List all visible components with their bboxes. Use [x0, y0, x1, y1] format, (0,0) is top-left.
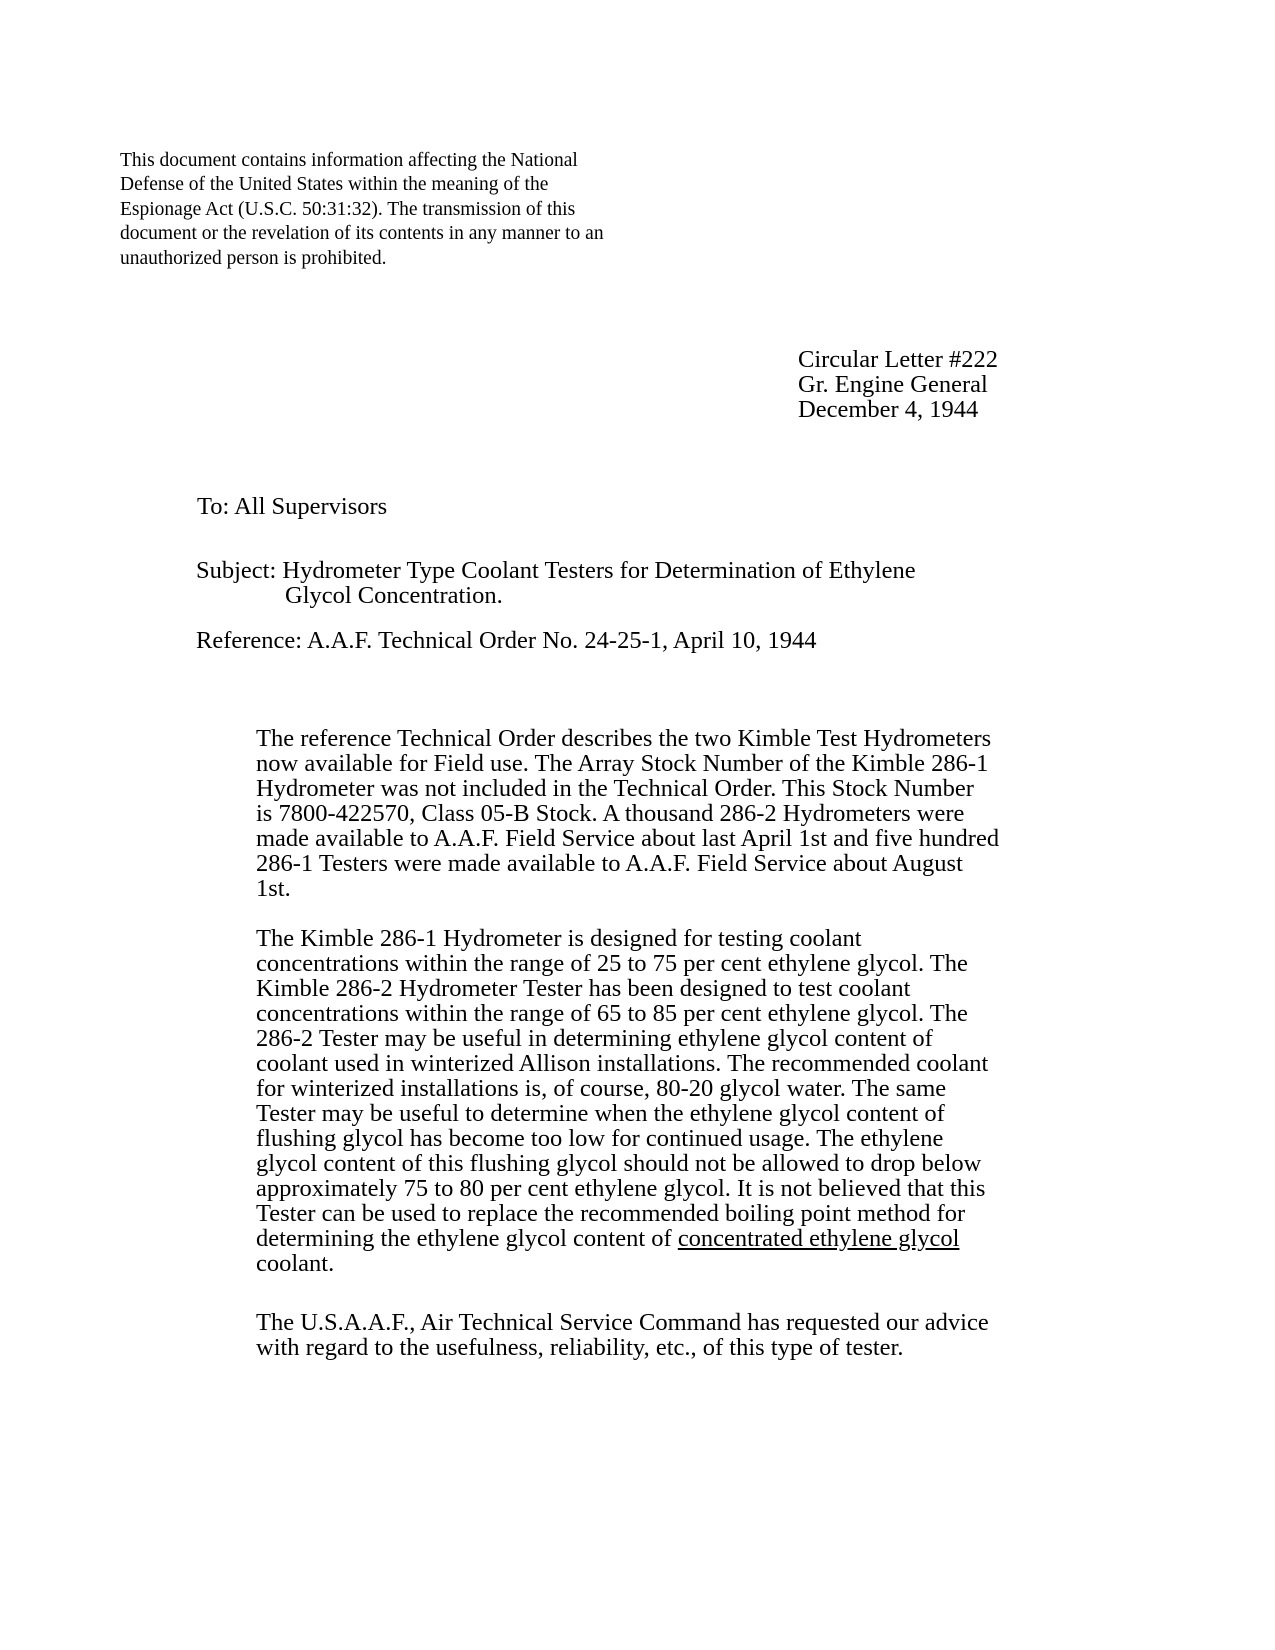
- notice-line: unauthorized person is prohibited.: [120, 247, 387, 269]
- body-line: now available for Field use. The Array Stock Number of the Kimble 286-1: [256, 750, 989, 777]
- subject-line: Subject: Hydrometer Type Coolant Testers for Determination of Ethylene: [196, 557, 916, 584]
- subject-block: [196, 558, 916, 608]
- group-name: Gr. Engine General: [798, 371, 988, 398]
- espionage-notice: [120, 149, 680, 271]
- body-line: concentrations within the range of 65 to 85 per cent ethylene glycol. The: [256, 1000, 968, 1027]
- body-line: Tester can be used to replace the recommended boiling point method for: [256, 1200, 966, 1227]
- notice-line: Espionage Act (U.S.C. 50:31:32). The transmission of this: [120, 198, 576, 220]
- body-line: 1st.: [256, 875, 291, 902]
- body-line: [256, 1226, 988, 1251]
- body-line: approximately 75 to 80 per cent ethylene glycol. It is not believed that this: [256, 1175, 986, 1202]
- body-line: with regard to the usefulness, reliability, etc., of this type of tester.: [256, 1334, 904, 1361]
- body-line: 286-2 Tester may be useful in determining ethylene glycol content of: [256, 1025, 933, 1052]
- body-line: The Kimble 286-1 Hydrometer is designed for testing coolant: [256, 925, 862, 952]
- notice-line: document or the revelation of its contents in any manner to an: [120, 223, 604, 245]
- notice-line: Defense of the United States within the meaning of the: [120, 174, 549, 196]
- body-line: 286-1 Testers were made available to A.A.F. Field Service about August: [256, 850, 963, 877]
- body-line: coolant used in winterized Allison installations. The recommended coolant: [256, 1050, 989, 1077]
- body-line: Hydrometer was not included in the Technical Order. This Stock Number: [256, 775, 974, 802]
- circular-number: Circular Letter #222: [798, 346, 999, 373]
- body-line-prefix: determining the ethylene glycol content of: [256, 1225, 678, 1252]
- subject-line: Glycol Concentration.: [285, 582, 503, 609]
- body-paragraph-1: [256, 726, 999, 901]
- recipient-line: To: All Supervisors: [197, 493, 388, 520]
- body-line: The reference Technical Order describes the two Kimble Test Hydrometers: [256, 725, 992, 752]
- body-line: glycol content of this flushing glycol should not be allowed to drop below: [256, 1150, 982, 1177]
- body-line: made available to A.A.F. Field Service about last April 1st and five hundred: [256, 825, 1000, 852]
- reference-line: Reference: A.A.F. Technical Order No. 24-25-1, April 10, 1944: [196, 627, 817, 654]
- letter-date: December 4, 1944: [798, 396, 979, 423]
- body-line: The U.S.A.A.F., Air Technical Service Command has requested our advice: [256, 1309, 989, 1336]
- notice-line: This document contains information affecting the National: [120, 150, 578, 171]
- body-paragraph-3: [256, 1310, 989, 1360]
- body-line: concentrations within the range of 25 to 75 per cent ethylene glycol. The: [256, 950, 968, 977]
- body-line: Kimble 286-2 Hydrometer Tester has been designed to test coolant: [256, 975, 911, 1002]
- body-line: Tester may be useful to determine when the ethylene glycol content of: [256, 1100, 945, 1127]
- body-line: is 7800-422570, Class 05-B Stock. A thousand 286-2 Hydrometers were: [256, 800, 965, 827]
- body-paragraph-2: [256, 926, 988, 1276]
- underlined-phrase: concentrated ethylene glycol: [677, 1225, 960, 1252]
- letter-header: [798, 347, 998, 422]
- body-line: flushing glycol has become too low for continued usage. The ethylene: [256, 1125, 944, 1152]
- body-line: for winterized installations is, of course, 80-20 glycol water. The same: [256, 1075, 947, 1102]
- body-line: coolant.: [256, 1250, 335, 1277]
